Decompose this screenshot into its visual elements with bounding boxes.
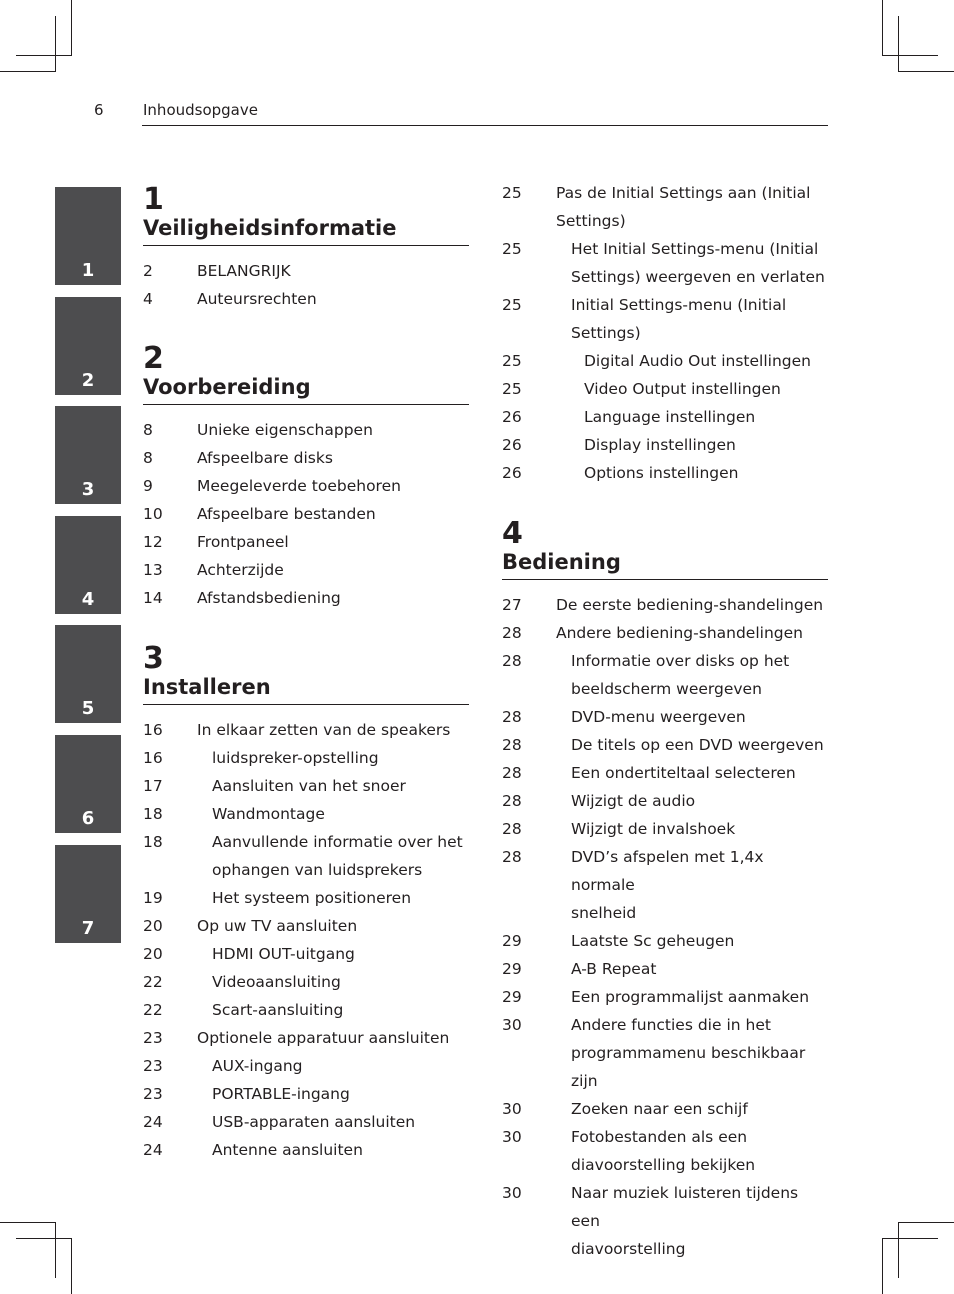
- toc-entry-text: Antenne aansluiten: [212, 1141, 363, 1159]
- toc-entry-text: Andere functies die in het: [571, 1016, 771, 1034]
- toc-entry[interactable]: [143, 912, 469, 940]
- toc-entry-text: Aansluiten van het snoer: [212, 777, 406, 795]
- toc-entry-text: Het Initial Settings-menu (Initial: [571, 240, 819, 258]
- toc-entry[interactable]: [502, 347, 828, 375]
- toc-entry-text: Language instellingen: [584, 408, 756, 426]
- toc-entry[interactable]: [502, 955, 828, 983]
- toc-entry-page: 8: [143, 449, 153, 467]
- section-heading-4: [502, 516, 828, 580]
- toc-entry-text: Optionele apparatuur aansluiten: [197, 1029, 450, 1047]
- toc-entry-text: Settings) weergeven en verlaten: [571, 268, 825, 286]
- toc-entry-text: Wijzigt de audio: [571, 792, 696, 810]
- section-number: 2: [143, 341, 164, 376]
- toc-entry-text: Op uw TV aansluiten: [197, 917, 358, 935]
- page-title: Inhoudsopgave: [143, 101, 258, 119]
- toc-entry[interactable]: [143, 996, 469, 1024]
- chapter-tab-5[interactable]: 5: [55, 625, 121, 723]
- toc-entry-page: 28: [502, 820, 522, 838]
- toc-entry-text: Laatste Sc geheugen: [571, 932, 735, 950]
- toc-entry-text: snelheid: [571, 904, 637, 922]
- toc-entry-text: Video Output instellingen: [584, 380, 781, 398]
- toc-entry-text: Unieke eigenschappen: [197, 421, 373, 439]
- toc-entry-page: 14: [143, 589, 163, 607]
- toc-entry[interactable]: [502, 431, 828, 459]
- toc-entry-page: 24: [143, 1141, 163, 1159]
- toc-entry[interactable]: [502, 291, 828, 319]
- toc-entry[interactable]: [502, 207, 828, 235]
- section-title: Installeren: [143, 675, 271, 699]
- toc-entry-text: Een programmalijst aanmaken: [571, 988, 810, 1006]
- toc-entry[interactable]: [502, 647, 828, 675]
- toc-entry[interactable]: [502, 375, 828, 403]
- toc-entry-text: De titels op een DVD weergeven: [571, 736, 824, 754]
- toc-entry-page: 23: [143, 1029, 163, 1047]
- toc-entry[interactable]: [502, 263, 828, 291]
- toc-entry-page: 27: [502, 596, 522, 614]
- toc-entry[interactable]: [143, 828, 469, 856]
- section-title: Voorbereiding: [143, 375, 311, 399]
- toc-entry-text: Scart-aansluiting: [212, 1001, 344, 1019]
- toc-list: [502, 179, 828, 487]
- toc-entry-page: 28: [502, 652, 522, 670]
- toc-entry-page: 28: [502, 624, 522, 642]
- toc-entry[interactable]: [502, 843, 828, 899]
- toc-entry-page: 30: [502, 1016, 522, 1034]
- toc-entry[interactable]: [502, 1123, 828, 1151]
- toc-entry[interactable]: [502, 1095, 828, 1123]
- section-title: Bediening: [502, 550, 621, 574]
- toc-entry-text: Wijzigt de invalshoek: [571, 820, 736, 838]
- toc-entry-text: HDMI OUT-uitgang: [212, 945, 355, 963]
- toc-entry-text: Settings): [556, 212, 626, 230]
- toc-entry-text: Andere bediening-shandelingen: [556, 624, 803, 642]
- toc-entry-text: Afstandsbediening: [197, 589, 341, 607]
- toc-entry-text: Naar muziek luisteren tijdens een: [571, 1184, 799, 1230]
- section-number: 4: [502, 516, 523, 551]
- toc-entry[interactable]: [143, 968, 469, 996]
- toc-entry-text: DVD-menu weergeven: [571, 708, 746, 726]
- toc-entry-page: 30: [502, 1100, 522, 1118]
- section-title: Veiligheidsinformatie: [143, 216, 397, 240]
- toc-entry[interactable]: [502, 235, 828, 263]
- toc-entry[interactable]: [502, 591, 828, 619]
- toc-list: [143, 416, 469, 612]
- toc-entry[interactable]: [143, 884, 469, 912]
- section-rule: [502, 579, 828, 580]
- toc-entry-text: AUX-ingang: [212, 1057, 303, 1075]
- toc-entry-page: 22: [143, 1001, 163, 1019]
- toc-entry-page: 28: [502, 764, 522, 782]
- toc-entry-page: 25: [502, 352, 522, 370]
- toc-entry[interactable]: [143, 800, 469, 828]
- toc-entry[interactable]: [143, 528, 469, 556]
- toc-entry-page: 12: [143, 533, 163, 551]
- toc-entry-text: Een ondertiteltaal selecteren: [571, 764, 796, 782]
- section-heading-2: [143, 341, 469, 405]
- toc-entry-page: 23: [143, 1057, 163, 1075]
- toc-entry[interactable]: [502, 759, 828, 787]
- toc-entry-text: Videoaansluiting: [212, 973, 341, 991]
- toc-entry[interactable]: [502, 983, 828, 1011]
- toc-entry[interactable]: [502, 1039, 828, 1095]
- toc-entry-page: 8: [143, 421, 153, 439]
- toc-entry-page: 29: [502, 988, 522, 1006]
- toc-entry[interactable]: [143, 584, 469, 612]
- toc-entry-text: Meegeleverde toebehoren: [197, 477, 401, 495]
- toc-entry-page: 16: [143, 721, 163, 739]
- toc-entry[interactable]: [502, 1011, 828, 1039]
- toc-entry-page: 2: [143, 262, 153, 280]
- toc-entry[interactable]: [143, 472, 469, 500]
- section-number: 1: [143, 182, 164, 217]
- toc-entry[interactable]: [143, 744, 469, 772]
- toc-entry-text: Aanvullende informatie over het: [212, 833, 463, 851]
- chapter-tab-4[interactable]: 4: [55, 516, 121, 614]
- chapter-tab-3[interactable]: 3: [55, 406, 121, 504]
- toc-entry-page: 25: [502, 380, 522, 398]
- toc-entry[interactable]: [143, 856, 469, 884]
- toc-list: [143, 716, 469, 1164]
- toc-entry[interactable]: [143, 257, 469, 285]
- toc-entry-page: 28: [502, 792, 522, 810]
- toc-entry[interactable]: [502, 1235, 828, 1263]
- toc-entry-text: diavoorstelling bekijken: [571, 1156, 756, 1174]
- toc-entry[interactable]: [502, 1151, 828, 1179]
- toc-entry-text: ophangen van luidsprekers: [212, 861, 423, 879]
- toc-entry[interactable]: [143, 444, 469, 472]
- toc-entry-page: 28: [502, 736, 522, 754]
- toc-entry[interactable]: [502, 815, 828, 843]
- toc-entry-page: 19: [143, 889, 163, 907]
- toc-entry[interactable]: [143, 285, 469, 313]
- toc-entry[interactable]: [143, 556, 469, 584]
- toc-entry-page: 22: [143, 973, 163, 991]
- toc-entry[interactable]: [143, 1052, 469, 1080]
- toc-list: [502, 591, 828, 1263]
- toc-entry-page: 10: [143, 505, 163, 523]
- toc-entry[interactable]: [502, 703, 828, 731]
- toc-entry-page: 26: [502, 408, 522, 426]
- toc-entry-text: Settings): [571, 324, 641, 342]
- toc-entry-page: 29: [502, 960, 522, 978]
- toc-entry-page: 26: [502, 464, 522, 482]
- toc-entry-page: 4: [143, 290, 153, 308]
- toc-entry[interactable]: [143, 716, 469, 744]
- toc-entry-text: Achterzijde: [197, 561, 284, 579]
- toc-entry[interactable]: [143, 1136, 469, 1164]
- chapter-tab-2[interactable]: 2: [55, 297, 121, 395]
- toc-entry-page: 20: [143, 945, 163, 963]
- toc-entry-text: Display instellingen: [584, 436, 736, 454]
- toc-entry-text: beeldscherm weergeven: [571, 680, 762, 698]
- toc-entry-text: DVD’s afspelen met 1,4x normale: [571, 848, 764, 894]
- section-heading-1: [143, 182, 469, 246]
- toc-entry-page: 17: [143, 777, 163, 795]
- toc-entry-text: Informatie over disks op het: [571, 652, 790, 670]
- toc-entry[interactable]: [143, 940, 469, 968]
- toc-entry-text: Fotobestanden als een: [571, 1128, 748, 1146]
- toc-entry-page: 28: [502, 848, 522, 866]
- toc-entry-page: 25: [502, 240, 522, 258]
- toc-entry-page: 18: [143, 805, 163, 823]
- toc-entry[interactable]: [502, 459, 828, 487]
- toc-entry-text: Options instellingen: [584, 464, 739, 482]
- toc-entry[interactable]: [502, 927, 828, 955]
- toc-list: [143, 257, 469, 313]
- toc-entry-text: Wandmontage: [212, 805, 325, 823]
- toc-entry[interactable]: [502, 179, 828, 207]
- toc-entry[interactable]: [502, 1179, 828, 1235]
- chapter-tab-7[interactable]: 7: [55, 845, 121, 943]
- toc-entry-text: A-B Repeat: [571, 960, 657, 978]
- toc-entry[interactable]: [502, 731, 828, 759]
- toc-entry-text: Digital Audio Out instellingen: [584, 352, 811, 370]
- toc-entry-text: PORTABLE-ingang: [212, 1085, 350, 1103]
- toc-entry[interactable]: [143, 1108, 469, 1136]
- toc-entry[interactable]: [143, 416, 469, 444]
- chapter-tab-1[interactable]: 1: [55, 187, 121, 285]
- page-header: [94, 101, 828, 127]
- toc-entry-text: BELANGRIJK: [197, 262, 291, 280]
- toc-entry[interactable]: [143, 1024, 469, 1052]
- toc-entry-page: 23: [143, 1085, 163, 1103]
- toc-entry-text: Afspeelbare disks: [197, 449, 333, 467]
- chapter-tab-6[interactable]: 6: [55, 735, 121, 833]
- toc-entry[interactable]: [143, 772, 469, 800]
- toc-entry[interactable]: [502, 403, 828, 431]
- section-number: 3: [143, 641, 164, 676]
- toc-entry-text: diavoorstelling: [571, 1240, 686, 1258]
- toc-entry-text: programmamenu beschikbaar zijn: [571, 1044, 806, 1090]
- toc-entry-page: 13: [143, 561, 163, 579]
- header-rule: [142, 125, 828, 126]
- toc-entry-page: 25: [502, 184, 522, 202]
- toc-entry-text: De eerste bediening-shandelingen: [556, 596, 824, 614]
- toc-entry-page: 18: [143, 833, 163, 851]
- toc-entry-text: Het systeem positioneren: [212, 889, 412, 907]
- toc-entry-text: Initial Settings-menu (Initial: [571, 296, 787, 314]
- toc-entry-page: 16: [143, 749, 163, 767]
- section-rule: [143, 704, 469, 705]
- toc-entry-text: Auteursrechten: [197, 290, 317, 308]
- section-rule: [143, 245, 469, 246]
- toc-entry-page: 29: [502, 932, 522, 950]
- toc-entry-text: In elkaar zetten van de speakers: [197, 721, 451, 739]
- section-rule: [143, 404, 469, 405]
- toc-entry-page: 20: [143, 917, 163, 935]
- toc-entry-page: 28: [502, 708, 522, 726]
- toc-entry[interactable]: [502, 787, 828, 815]
- toc-entry-page: 25: [502, 296, 522, 314]
- page-number: 6: [94, 101, 104, 119]
- toc-entry-page: 24: [143, 1113, 163, 1131]
- toc-entry-text: Frontpaneel: [197, 533, 289, 551]
- toc-entry-text: USB-apparaten aansluiten: [212, 1113, 416, 1131]
- toc-entry[interactable]: [502, 675, 828, 703]
- toc-entry[interactable]: [143, 500, 469, 528]
- toc-entry-text: Afspeelbare bestanden: [197, 505, 376, 523]
- toc-entry-page: 30: [502, 1128, 522, 1146]
- toc-entry[interactable]: [143, 1080, 469, 1108]
- toc-entry-page: 26: [502, 436, 522, 454]
- toc-entry[interactable]: [502, 319, 828, 347]
- toc-entry-text: luidspreker-opstelling: [212, 749, 379, 767]
- toc-entry[interactable]: [502, 899, 828, 927]
- toc-entry-page: 9: [143, 477, 153, 495]
- toc-entry-text: Zoeken naar een schijf: [571, 1100, 748, 1118]
- toc-entry-page: 30: [502, 1184, 522, 1202]
- toc-entry-text: Pas de Initial Settings aan (Initial: [556, 184, 811, 202]
- toc-entry[interactable]: [502, 619, 828, 647]
- section-heading-3: [143, 641, 469, 705]
